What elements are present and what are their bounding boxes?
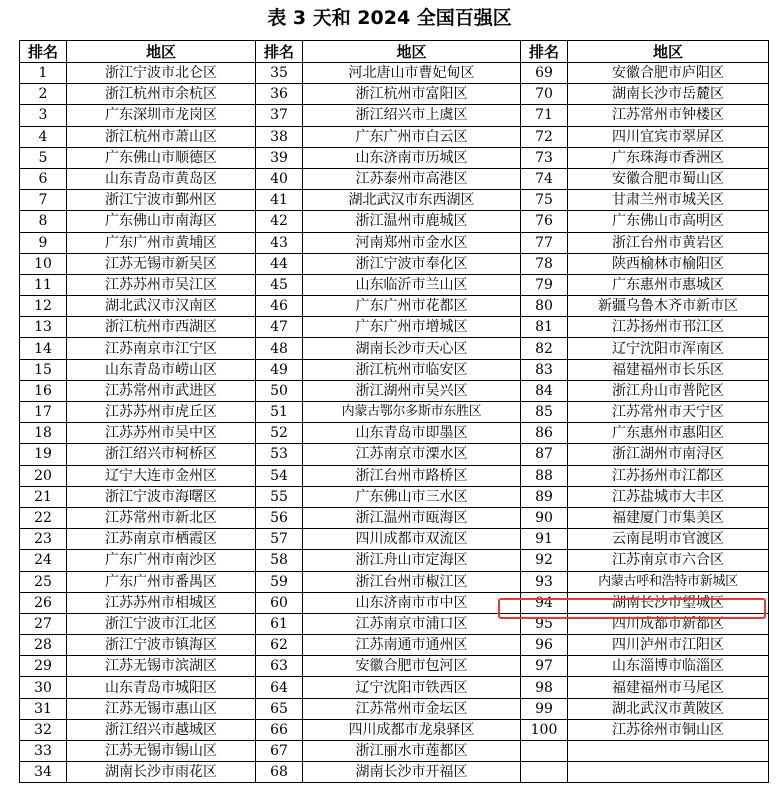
table-row	[20, 63, 769, 84]
table-row	[20, 762, 769, 783]
rank-cell: 13	[20, 317, 67, 338]
region-cell: 浙江杭州市临安区	[303, 359, 521, 380]
rank-cell: 50	[256, 380, 303, 401]
table-row	[20, 317, 769, 338]
rank-cell: 15	[20, 359, 67, 380]
rank-cell: 17	[20, 402, 67, 423]
region-cell: 广东佛山市顺德区	[67, 147, 256, 168]
table-row	[20, 465, 769, 486]
rank-cell: 38	[256, 126, 303, 147]
rank-cell: 74	[521, 168, 568, 189]
region-cell: 浙江丽水市莲都区	[303, 741, 521, 762]
rank-cell: 48	[256, 338, 303, 359]
region-cell: 浙江宁波市海曙区	[67, 486, 256, 507]
region-cell: 浙江台州市黄岩区	[568, 232, 769, 253]
region-cell: 山东临沂市兰山区	[303, 274, 521, 295]
rank-cell: 43	[256, 232, 303, 253]
rank-cell: 18	[20, 423, 67, 444]
table-row	[20, 592, 769, 613]
region-cell: 河南郑州市金水区	[303, 232, 521, 253]
rank-cell: 11	[20, 274, 67, 295]
rank-cell: 34	[20, 762, 67, 783]
rank-cell: 70	[521, 84, 568, 105]
region-cell: 江苏无锡市惠山区	[67, 698, 256, 719]
table-row	[20, 105, 769, 126]
rank-header: 排名	[256, 41, 303, 63]
table-row	[20, 253, 769, 274]
region-cell: 浙江台州市路桥区	[303, 465, 521, 486]
region-cell: 江苏扬州市江都区	[568, 465, 769, 486]
region-cell: 四川成都市双流区	[303, 529, 521, 550]
table-row	[20, 656, 769, 677]
region-cell: 浙江台州市椒江区	[303, 571, 521, 592]
region-cell: 福建福州市马尾区	[568, 677, 769, 698]
region-cell: 山东青岛市崂山区	[67, 359, 256, 380]
rank-cell: 12	[20, 296, 67, 317]
table-title: 表 3 天和 2024 全国百强区	[267, 7, 512, 29]
region-cell: 广东珠海市香洲区	[568, 147, 769, 168]
region-cell: 广东广州市花都区	[303, 296, 521, 317]
rank-cell: 90	[521, 507, 568, 528]
region-cell: 江苏常州市天宁区	[568, 402, 769, 423]
region-cell: 江苏无锡市锡山区	[67, 741, 256, 762]
region-cell: 山东济南市历城区	[303, 147, 521, 168]
rank-cell: 32	[20, 719, 67, 740]
region-cell: 广东广州市白云区	[303, 126, 521, 147]
region-cell: 江苏苏州市相城区	[67, 592, 256, 613]
rank-cell: 49	[256, 359, 303, 380]
rank-cell: 4	[20, 126, 67, 147]
rank-cell: 22	[20, 507, 67, 528]
region-cell: 广东佛山市三水区	[303, 486, 521, 507]
rank-cell: 72	[521, 126, 568, 147]
table-row	[20, 232, 769, 253]
rank-cell: 55	[256, 486, 303, 507]
region-cell: 湖北武汉市东西湖区	[303, 190, 521, 211]
region-cell: 湖南长沙市天心区	[303, 338, 521, 359]
region-cell: 内蒙古鄂尔多斯市东胜区	[303, 402, 521, 423]
rank-cell: 39	[256, 147, 303, 168]
rank-header: 排名	[20, 41, 67, 63]
region-cell: 江苏常州市武进区	[67, 380, 256, 401]
region-cell: 陕西榆林市榆阳区	[568, 253, 769, 274]
region-cell: 辽宁沈阳市浑南区	[568, 338, 769, 359]
rank-cell: 88	[521, 465, 568, 486]
rank-cell: 63	[256, 656, 303, 677]
region-cell: 广东惠州市惠阳区	[568, 423, 769, 444]
region-cell: 浙江绍兴市上虞区	[303, 105, 521, 126]
table-row	[20, 507, 769, 528]
table-row	[20, 274, 769, 295]
table-row	[20, 338, 769, 359]
table-row	[20, 719, 769, 740]
region-cell	[568, 741, 769, 762]
rank-cell: 16	[20, 380, 67, 401]
rank-cell: 81	[521, 317, 568, 338]
rank-cell: 20	[20, 465, 67, 486]
region-cell: 江苏常州市钟楼区	[568, 105, 769, 126]
rank-cell: 92	[521, 550, 568, 571]
rank-cell: 9	[20, 232, 67, 253]
rank-cell: 61	[256, 613, 303, 634]
region-cell: 福建福州市长乐区	[568, 359, 769, 380]
table-row	[20, 380, 769, 401]
rank-cell: 86	[521, 423, 568, 444]
table-row	[20, 84, 769, 105]
rank-cell: 58	[256, 550, 303, 571]
table-row	[20, 211, 769, 232]
table-row	[20, 529, 769, 550]
region-cell: 浙江湖州市南浔区	[568, 444, 769, 465]
rank-cell: 54	[256, 465, 303, 486]
region-cell: 浙江温州市瓯海区	[303, 507, 521, 528]
region-cell: 山东青岛市黄岛区	[67, 168, 256, 189]
rank-cell: 59	[256, 571, 303, 592]
region-cell: 浙江宁波市镇海区	[67, 635, 256, 656]
table-row	[20, 402, 769, 423]
table-row	[20, 423, 769, 444]
rank-cell: 7	[20, 190, 67, 211]
rank-cell: 46	[256, 296, 303, 317]
region-cell: 广东广州市黄埔区	[67, 232, 256, 253]
rank-cell	[521, 762, 568, 783]
rank-cell: 33	[20, 741, 67, 762]
region-cell: 江苏徐州市铜山区	[568, 719, 769, 740]
table-body	[20, 63, 769, 783]
rank-cell: 68	[256, 762, 303, 783]
rank-cell	[521, 741, 568, 762]
rank-cell: 40	[256, 168, 303, 189]
rank-cell: 80	[521, 296, 568, 317]
rank-cell: 95	[521, 613, 568, 634]
rank-cell: 25	[20, 571, 67, 592]
region-cell: 河北唐山市曹妃甸区	[303, 63, 521, 84]
region-cell: 广东佛山市高明区	[568, 211, 769, 232]
region-cell: 广东广州市南沙区	[67, 550, 256, 571]
rank-cell: 26	[20, 592, 67, 613]
rank-cell: 1	[20, 63, 67, 84]
rank-cell: 78	[521, 253, 568, 274]
rank-cell: 98	[521, 677, 568, 698]
rank-cell: 64	[256, 677, 303, 698]
rank-cell: 99	[521, 698, 568, 719]
rank-cell: 6	[20, 168, 67, 189]
region-cell: 浙江宁波市鄞州区	[67, 190, 256, 211]
rank-cell: 3	[20, 105, 67, 126]
region-cell: 广东深圳市龙岗区	[67, 105, 256, 126]
rank-cell: 37	[256, 105, 303, 126]
region-cell: 辽宁大连市金州区	[67, 465, 256, 486]
region-cell: 山东淄博市临淄区	[568, 656, 769, 677]
region-cell: 浙江舟山市普陀区	[568, 380, 769, 401]
rank-cell: 42	[256, 211, 303, 232]
rank-cell: 75	[521, 190, 568, 211]
table-row	[20, 486, 769, 507]
region-cell: 四川成都市新都区	[568, 613, 769, 634]
table-row	[20, 444, 769, 465]
region-cell: 浙江宁波市江北区	[67, 613, 256, 634]
region-cell: 福建厦门市集美区	[568, 507, 769, 528]
rank-cell: 89	[521, 486, 568, 507]
region-cell: 浙江杭州市富阳区	[303, 84, 521, 105]
rank-cell: 19	[20, 444, 67, 465]
region-cell: 江苏南京市六合区	[568, 550, 769, 571]
region-cell: 江苏南通市通州区	[303, 635, 521, 656]
rank-cell: 24	[20, 550, 67, 571]
region-cell: 浙江宁波市奉化区	[303, 253, 521, 274]
region-cell: 山东青岛市即墨区	[303, 423, 521, 444]
rank-cell: 69	[521, 63, 568, 84]
rank-cell: 45	[256, 274, 303, 295]
region-cell: 浙江绍兴市柯桥区	[67, 444, 256, 465]
region-cell: 广东佛山市南海区	[67, 211, 256, 232]
table-row	[20, 677, 769, 698]
rank-cell: 60	[256, 592, 303, 613]
rank-cell: 41	[256, 190, 303, 211]
region-cell: 安徽合肥市蜀山区	[568, 168, 769, 189]
table-row	[20, 741, 769, 762]
rank-cell: 44	[256, 253, 303, 274]
rank-cell: 71	[521, 105, 568, 126]
highlighted-region-cell: 湖南长沙市望城区	[568, 592, 769, 613]
region-cell: 江苏常州市新北区	[67, 507, 256, 528]
rank-cell: 30	[20, 677, 67, 698]
rank-cell: 65	[256, 698, 303, 719]
rank-cell: 53	[256, 444, 303, 465]
rank-cell: 21	[20, 486, 67, 507]
rank-cell: 96	[521, 635, 568, 656]
rank-header: 排名	[521, 41, 568, 63]
table-row	[20, 126, 769, 147]
region-cell: 浙江杭州市西湖区	[67, 317, 256, 338]
rank-cell: 62	[256, 635, 303, 656]
rank-cell: 82	[521, 338, 568, 359]
region-cell: 江苏无锡市滨湖区	[67, 656, 256, 677]
region-cell: 山东青岛市城阳区	[67, 677, 256, 698]
rank-cell: 100	[521, 719, 568, 740]
highlighted-rank-cell: 94	[521, 592, 568, 613]
region-cell	[568, 762, 769, 783]
rank-cell: 76	[521, 211, 568, 232]
rank-cell: 57	[256, 529, 303, 550]
rank-cell: 93	[521, 571, 568, 592]
region-cell: 安徽合肥市包河区	[303, 656, 521, 677]
rank-cell: 84	[521, 380, 568, 401]
rank-cell: 67	[256, 741, 303, 762]
rank-cell: 83	[521, 359, 568, 380]
region-cell: 山东济南市市中区	[303, 592, 521, 613]
region-cell: 浙江宁波市北仑区	[67, 63, 256, 84]
region-cell: 四川成都市龙泉驿区	[303, 719, 521, 740]
rank-cell: 10	[20, 253, 67, 274]
table-row	[20, 613, 769, 634]
table-row	[20, 296, 769, 317]
region-cell: 湖南长沙市雨花区	[67, 762, 256, 783]
region-cell: 江苏南京市溧水区	[303, 444, 521, 465]
rank-cell: 14	[20, 338, 67, 359]
region-cell: 浙江绍兴市越城区	[67, 719, 256, 740]
rank-cell: 85	[521, 402, 568, 423]
region-cell: 广东惠州市惠城区	[568, 274, 769, 295]
region-cell: 浙江杭州市萧山区	[67, 126, 256, 147]
rank-cell: 77	[521, 232, 568, 253]
rank-cell: 73	[521, 147, 568, 168]
ranking-table	[19, 40, 769, 783]
table-row	[20, 359, 769, 380]
region-cell: 江苏苏州市虎丘区	[67, 402, 256, 423]
region-header: 地区	[568, 41, 769, 63]
rank-cell: 2	[20, 84, 67, 105]
table-row	[20, 550, 769, 571]
region-cell: 内蒙古呼和浩特市新城区	[568, 571, 769, 592]
region-cell: 湖北武汉市黄陂区	[568, 698, 769, 719]
region-cell: 江苏无锡市新吴区	[67, 253, 256, 274]
region-cell: 四川宜宾市翠屏区	[568, 126, 769, 147]
rank-cell: 5	[20, 147, 67, 168]
region-cell: 甘肃兰州市城关区	[568, 190, 769, 211]
rank-cell: 47	[256, 317, 303, 338]
table-row	[20, 190, 769, 211]
rank-cell: 79	[521, 274, 568, 295]
region-cell: 安徽合肥市庐阳区	[568, 63, 769, 84]
region-cell: 江苏南京市江宁区	[67, 338, 256, 359]
region-cell: 广东广州市增城区	[303, 317, 521, 338]
rank-cell: 87	[521, 444, 568, 465]
region-cell: 江苏盐城市大丰区	[568, 486, 769, 507]
rank-cell: 66	[256, 719, 303, 740]
region-header: 地区	[67, 41, 256, 63]
region-header: 地区	[303, 41, 521, 63]
region-cell: 浙江湖州市吴兴区	[303, 380, 521, 401]
region-cell: 新疆乌鲁木齐市新市区	[568, 296, 769, 317]
rank-cell: 52	[256, 423, 303, 444]
rank-cell: 36	[256, 84, 303, 105]
rank-cell: 23	[20, 529, 67, 550]
region-cell: 四川泸州市江阳区	[568, 635, 769, 656]
table-row	[20, 147, 769, 168]
table-row	[20, 698, 769, 719]
region-cell: 江苏扬州市邗江区	[568, 317, 769, 338]
rank-cell: 27	[20, 613, 67, 634]
rank-cell: 91	[521, 529, 568, 550]
rank-cell: 56	[256, 507, 303, 528]
region-cell: 江苏南京市浦口区	[303, 613, 521, 634]
rank-cell: 35	[256, 63, 303, 84]
header-row	[20, 41, 769, 63]
table-row	[20, 571, 769, 592]
rank-cell: 8	[20, 211, 67, 232]
region-cell: 江苏泰州市高港区	[303, 168, 521, 189]
region-cell: 广东广州市番禺区	[67, 571, 256, 592]
region-cell: 浙江舟山市定海区	[303, 550, 521, 571]
region-cell: 江苏苏州市吴江区	[67, 274, 256, 295]
region-cell: 湖南长沙市开福区	[303, 762, 521, 783]
region-cell: 浙江温州市鹿城区	[303, 211, 521, 232]
rank-cell: 28	[20, 635, 67, 656]
table-row	[20, 635, 769, 656]
region-cell: 江苏苏州市吴中区	[67, 423, 256, 444]
region-cell: 湖北武汉市汉南区	[67, 296, 256, 317]
rank-cell: 51	[256, 402, 303, 423]
rank-cell: 29	[20, 656, 67, 677]
region-cell: 辽宁沈阳市铁西区	[303, 677, 521, 698]
region-cell: 江苏南京市栖霞区	[67, 529, 256, 550]
region-cell: 浙江杭州市余杭区	[67, 84, 256, 105]
region-cell: 云南昆明市官渡区	[568, 529, 769, 550]
rank-cell: 31	[20, 698, 67, 719]
region-cell: 湖南长沙市岳麓区	[568, 84, 769, 105]
rank-cell: 97	[521, 656, 568, 677]
region-cell: 江苏常州市金坛区	[303, 698, 521, 719]
table-row	[20, 168, 769, 189]
